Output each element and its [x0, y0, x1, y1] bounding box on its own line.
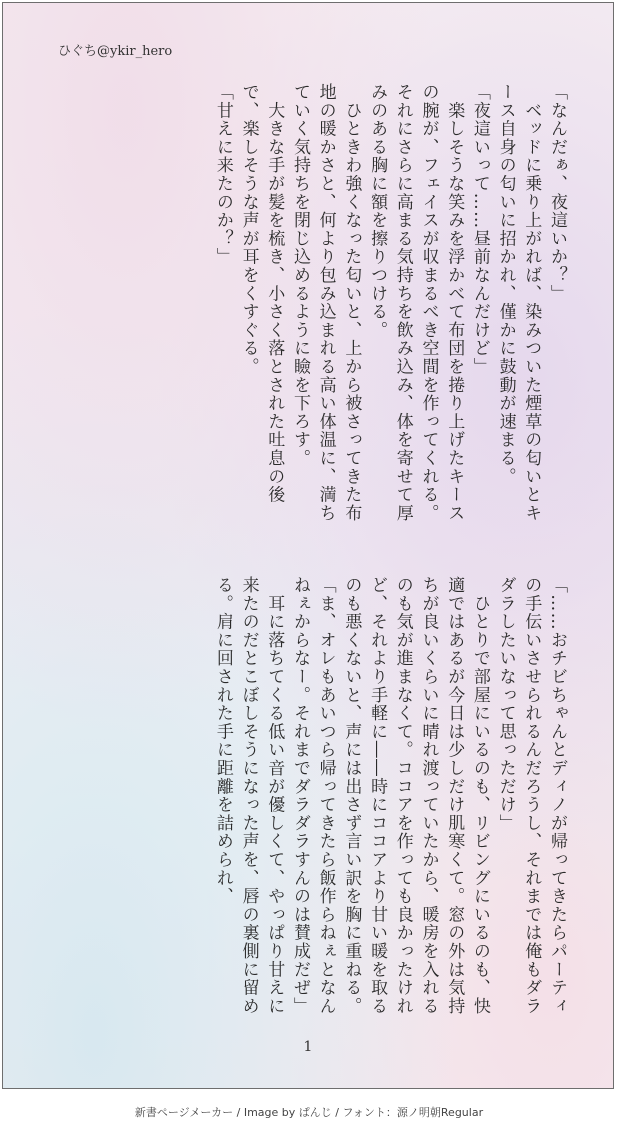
paragraph: 「甘えに来たのか？」: [212, 83, 233, 266]
paragraph: 楽しそうな笑みを浮かべて布団を捲り上げたキースの腕が、フェイスが収まるべき空間を作ってくれる。それにさらに高まる気持ちを飲み込み、体を寄せて厚みのある胸に額を擦りつける。: [367, 83, 465, 523]
author-handle: ひぐち@ykir_hero: [58, 44, 173, 59]
credit-line: 新書ページメーカー / Image by ぱんじ / フォント：源ノ明朝Regular: [134, 1106, 484, 1119]
paragraph: ひとりで部屋にいるのも、リビングにいるのも、快適ではあるが今日は少しだけ肌寒くて。窓の外は気持ちが良いくらいに晴れ渡っていたから、暖房を入れるのも気が進まなくて。ココアを作っても良かったけれど、それより手軽に――時にココアより甘い暖を取るのも悪くないと、声には出さず言い訳を胸に重ねる。: [341, 576, 490, 1016]
paragraph: ひときわ強くなった匂いと、上から被さってきた布地の暖かさと、何より包み込まれる高い体温に、満ちていく気持ちを閉じ込めるように瞼を下ろす。: [289, 83, 362, 523]
paragraph: 「ま、オレもあいつら帰ってきたら飯作らねぇとなんねぇからなー。それまでダラダラすんのは賛成だぜ」: [289, 576, 336, 1016]
lower-text-block: [49, 576, 569, 1016]
paragraph: 大きな手が髪を梳き、小さく落とされた吐息の後で、楽しそうな声が耳をくすぐる。: [238, 83, 285, 504]
paragraph: 「なんだぁ、夜這いか？」: [547, 83, 567, 303]
upper-text-block: [49, 83, 569, 523]
book-page: [2, 2, 614, 1089]
paragraph: 「……おチビちゃんとディノが帰ってきたらパーティの手伝いさせられるんだろうし、それまでは俺もダラダラしたいなって思っただけ」: [495, 576, 567, 1016]
paragraph: 耳に落ちてくる低い音が優しくて、やっぱり甘えに来たのだとこぼしそうになった声を、唇の裏側に留める。肩に回された手に距離を詰められ、: [212, 576, 285, 1016]
paragraph: ベッドに乗り上がれば、染みついた煙草の匂いとキース自身の匂いに招かれ、僅かに鼓動が速まる。: [495, 83, 542, 523]
page-number: 1: [303, 1039, 313, 1055]
paragraph: 「夜這いって……昼前なんだけど」: [469, 83, 490, 376]
